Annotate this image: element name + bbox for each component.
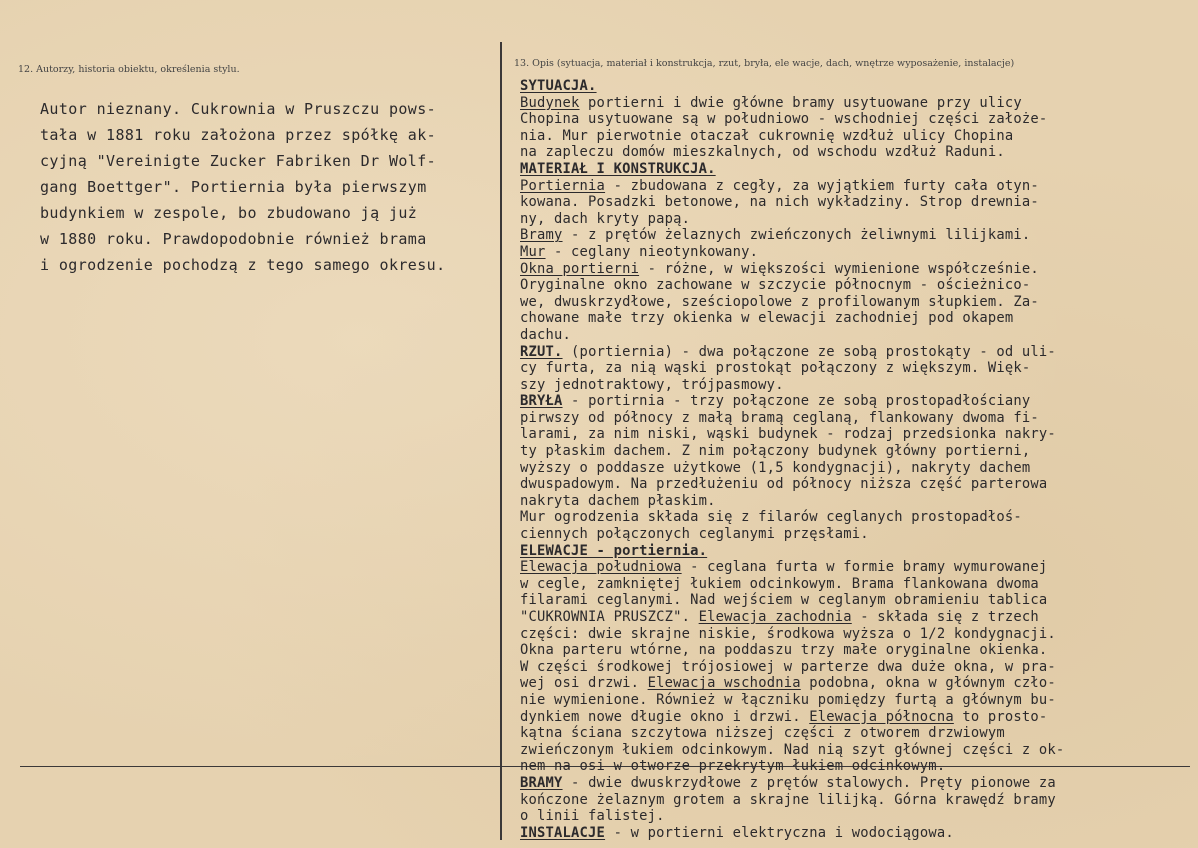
section-label: Mur xyxy=(520,243,546,260)
text-line xyxy=(520,775,1160,792)
text-line: tała w 1881 roku założona przez spółkę ak- xyxy=(40,126,437,144)
section-label: RZUT. xyxy=(520,343,563,360)
text-line xyxy=(520,792,1160,809)
text-line xyxy=(520,178,1160,195)
text-run: dwuspadowym. Na przedłużeniu od północy niższa część parterowa xyxy=(520,476,1048,493)
text-run: nem na osi w otworze przekrytym łukiem odcinkowym. xyxy=(520,758,946,775)
text-line xyxy=(520,642,1160,659)
text-line xyxy=(520,725,1160,742)
text-line xyxy=(520,95,1160,112)
text-line xyxy=(520,261,1160,278)
text-run: ty płaskim dachem. Z nim połączony budynek główny portierni, xyxy=(520,443,1031,460)
right-column-text xyxy=(520,78,1160,841)
text-run: W części środkowej trójosiowej w parterze dwa duże okna, w pra- xyxy=(520,658,1056,675)
text-run: filarami ceglanymi. Nad wejściem w ceglanym obramieniu tablica xyxy=(520,592,1048,609)
text-run: kończone żelaznym grotem a skrajne lilijką. Górna krawędź bramy xyxy=(520,791,1056,808)
text-line xyxy=(520,493,1160,510)
text-run: chowane małe trzy okienka w elewacji zachodniej pod okapem xyxy=(520,310,1014,327)
text-line xyxy=(520,675,1160,692)
text-run: - ceglana furta w formie bramy wymurowanej xyxy=(681,559,1048,576)
text-run: szy jednotraktowy, trójpasmowy. xyxy=(520,376,784,393)
text-line xyxy=(520,161,1160,178)
text-run: Mur ogrodzenia składa się z filarów ceglanych prostopadłoś- xyxy=(520,509,1022,526)
right-column-heading: 13. Opis (sytuacja, materiał i konstrukcja, rzut, bryła, ele wacje, dach, wnętrze wyposażenie, instalacje) xyxy=(514,58,1015,69)
text-line xyxy=(520,277,1160,294)
text-line xyxy=(520,294,1160,311)
text-run: podobna, okna w głównym czło- xyxy=(800,675,1056,692)
text-line xyxy=(520,144,1160,161)
text-line xyxy=(520,592,1160,609)
text-run: kątna ściana szczytowa niższej części z otworem drzwiowym xyxy=(520,725,1005,742)
section-label: Elewacja wschodnia xyxy=(647,675,801,692)
text-line xyxy=(520,377,1160,394)
section-label: SYTUACJA. xyxy=(520,78,597,94)
text-line xyxy=(520,227,1160,244)
text-line xyxy=(520,742,1160,759)
column-divider xyxy=(500,42,502,840)
text-run: kowana. Posadzki betonowe, na nich wykładziny. Strop drewnia- xyxy=(520,194,1039,211)
text-run: portierni i dwie główne bramy usytuowane przy ulicy xyxy=(579,94,1022,111)
text-run: ciennych połączonych ceglanymi przęsłami. xyxy=(520,526,869,543)
section-label: Elewacja zachodnia xyxy=(698,609,852,625)
section-label: Budynek xyxy=(520,94,580,111)
section-label: INSTALACJE xyxy=(520,824,606,841)
left-column-text xyxy=(40,96,480,278)
text-run: - różne, w większości wymienione współcześnie. xyxy=(639,260,1039,277)
text-line xyxy=(520,758,1160,775)
text-run: dynkiem nowe długie okno i drzwi. xyxy=(520,708,810,725)
text-line xyxy=(520,111,1160,128)
section-label: BRAMY xyxy=(520,774,563,791)
text-run: - dwie dwuskrzydłowe z prętów stalowych. Pręty pionowe za xyxy=(562,774,1056,791)
text-line: gang Boettger". Portiernia była pierwszym xyxy=(40,178,427,196)
text-run: o linii falistej. xyxy=(520,808,665,825)
text-run: - z prętów żelaznych zwieńczonych żeliwnymi lilijkami. xyxy=(562,227,1031,244)
text-line xyxy=(520,609,1160,626)
text-line xyxy=(520,576,1160,593)
text-run: pirwszy od północy z małą bramą ceglaną, flankowany dwoma fi- xyxy=(520,409,1039,426)
text-line xyxy=(520,709,1160,726)
text-line xyxy=(520,360,1160,377)
text-line xyxy=(520,443,1160,460)
text-line xyxy=(520,78,1160,95)
text-run: zwieńczonym łukiem odcinkowym. Nad nią szyt głównej części z ok- xyxy=(520,741,1065,758)
section-label: Elewacja południowa xyxy=(520,559,682,576)
text-run: dachu. xyxy=(520,326,572,343)
text-line xyxy=(520,344,1160,361)
section-label: Elewacja północna xyxy=(809,708,954,725)
text-run: we, dwuskrzydłowe, sześciopolowe z profilowanym słupkiem. Za- xyxy=(520,293,1039,310)
text-run: Oryginalne okno zachowane w szczycie północnym - ościeżnico- xyxy=(520,277,1031,294)
text-line xyxy=(520,327,1160,344)
text-line xyxy=(520,543,1160,560)
section-label: BRYŁA xyxy=(520,393,563,410)
text-line xyxy=(520,559,1160,576)
text-run: to prosto- xyxy=(953,708,1048,725)
text-line xyxy=(520,509,1160,526)
text-line xyxy=(520,626,1160,643)
text-line xyxy=(520,128,1160,145)
text-run: nakryta dachem płaskim. xyxy=(520,492,716,509)
text-line: cyjną "Vereinigte Zucker Fabriken Dr Wolf- xyxy=(40,152,437,170)
text-run: części: dwie skrajne niskie, środkowa wyższa o 1/2 kondygnacji. xyxy=(520,625,1056,642)
text-line xyxy=(520,659,1160,676)
text-run: na zapleczu domów mieszkalnych, od wschodu wzdłuż Raduni. xyxy=(520,144,1005,161)
text-line xyxy=(520,825,1160,842)
text-line xyxy=(520,410,1160,427)
text-line xyxy=(520,393,1160,410)
text-run: - zbudowana z cegły, za wyjątkiem furty cała otyn- xyxy=(605,177,1039,194)
text-line: i ogrodzenie pochodzą z tego samego okresu. xyxy=(40,256,446,274)
section-label: Okna portierni xyxy=(520,260,640,277)
text-line xyxy=(520,211,1160,228)
text-run: ny, dach kryty papą. xyxy=(520,210,691,227)
text-run: "CUKROWNIA PRUSZCZ". xyxy=(520,609,699,625)
text-line: budynkiem w zespole, bo zbudowano ją już xyxy=(40,204,418,222)
text-run: cy furta, za nią wąski prostokąt połączony z większym. Więk- xyxy=(520,360,1031,377)
text-line: Autor nieznany. Cukrownia w Pruszczu pows- xyxy=(40,100,437,118)
text-line xyxy=(520,310,1160,327)
section-label: Portiernia xyxy=(520,177,606,194)
text-run: (portiernia) - dwa połączone ze sobą prostokąty - od uli- xyxy=(562,343,1056,360)
left-column-heading: 12. Autorzy, historia obiektu, określenia stylu. xyxy=(18,64,240,75)
text-run: w cegle, zamkniętej łukiem odcinkowym. Brama flankowana dwoma xyxy=(520,575,1039,592)
text-line xyxy=(520,460,1160,477)
section-label: ELEWACJE - portiernia. xyxy=(520,542,708,559)
text-run: wyższy o poddasze użytkowe (1,5 kondygnacji), nakryty dachem xyxy=(520,459,1031,476)
text-run: nia. Mur pierwotnie otaczał cukrownię wzdłuż ulicy Chopina xyxy=(520,127,1014,144)
text-run: wej osi drzwi. xyxy=(520,675,648,692)
text-run: Chopina usytuowane są w południowo - wschodniej części założe- xyxy=(520,111,1048,128)
text-line xyxy=(520,526,1160,543)
text-run: Okna parteru wtórne, na poddaszu trzy małe oryginalne okienka. xyxy=(520,642,1048,659)
text-line xyxy=(520,476,1160,493)
text-run: larami, za nim niski, wąski budynek - rodzaj przedsionka nakry- xyxy=(520,426,1056,443)
text-line: w 1880 roku. Prawdopodobnie również brama xyxy=(40,230,427,248)
text-run: nie wymienione. Również w łączniku pomiędzy furtą a głównym bu- xyxy=(520,691,1056,708)
text-run: - w portierni elektryczna i wodociągowa. xyxy=(605,824,954,841)
section-label: Bramy xyxy=(520,227,563,244)
text-run: - składa się z trzech xyxy=(851,609,1039,625)
text-line xyxy=(520,426,1160,443)
text-line xyxy=(520,244,1160,261)
text-line xyxy=(520,692,1160,709)
section-label: MATERIAŁ I KONSTRUKCJA. xyxy=(520,160,716,177)
text-line xyxy=(520,194,1160,211)
text-run: - ceglany nieotynkowany. xyxy=(545,243,759,260)
text-line xyxy=(520,808,1160,825)
text-run: - portirnia - trzy połączone ze sobą prostopadłościany xyxy=(562,393,1031,410)
